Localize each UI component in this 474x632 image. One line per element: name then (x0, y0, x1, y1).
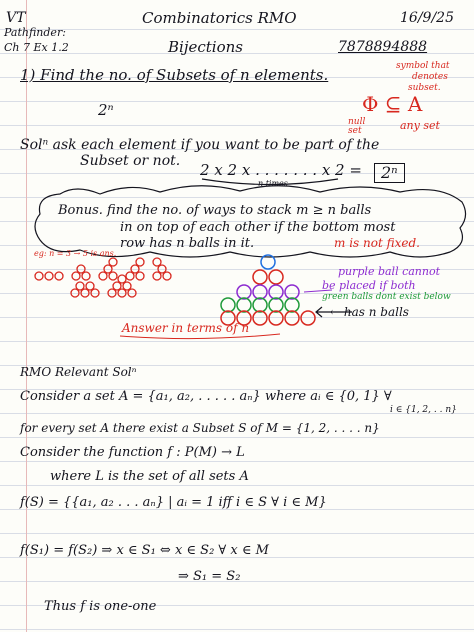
rmo-line-9: Thus f is one-one (44, 599, 157, 614)
rmo-line-5: where L is the set of all sets A (50, 469, 249, 484)
rmo-line-7: f(S₁) = f(S₂) ⇒ x ∈ S₁ ⇔ x ∈ S₂ ∀ x ∈ M (20, 543, 269, 558)
ball-stack-row-purple (237, 285, 299, 299)
rmo-line-3: for every set A there exist a Subset S of M = {1, 2, . . . . n} (20, 421, 380, 435)
product-expression: 2 x 2 x . . . . . . . x 2 = (200, 161, 362, 179)
example-balls-1 (35, 258, 171, 280)
chapter-exercise: Ch 7 Ex 1.2 (4, 41, 69, 54)
rmo-line-6: f(S) = {{a₁, a₂ . . . aₙ} | aᵢ = 1 iff i ∈ S ∀ i ∈ M} (20, 495, 327, 510)
problem-1-question: 1) Find the no. of Subsets of n elements. (20, 66, 329, 84)
subject-title: Combinatorics RMO (142, 9, 297, 27)
result-box: 2ⁿ (374, 163, 405, 183)
rmo-line-2: i ∈ {1, 2, . . n} (390, 405, 457, 415)
answer-in-terms-of-n: Answer in terms of n (122, 321, 250, 335)
red-note-line-1: symbol that (396, 61, 450, 71)
purple-note-line-1: purple ball cannot (338, 265, 441, 278)
bonus-line-2: in on top of each other if the bottom most (120, 220, 396, 235)
ball-stack-row-green (221, 298, 299, 312)
red-note-line-3: subset. (408, 83, 441, 93)
has-n-balls-label: ← has n balls (330, 305, 409, 319)
subset-symbol: Φ ⊆ A (362, 92, 423, 116)
n-times-label: n times (258, 179, 288, 188)
null-set-label-1: null (348, 117, 366, 127)
purple-note-line-2: be placed if both (322, 279, 416, 292)
any-set-label: any set (400, 119, 440, 132)
bonus-line-3: row has n balls in it. (120, 236, 255, 251)
green-note-line: green balls dont exist below (322, 292, 451, 302)
book-name: Pathfinder: (4, 26, 66, 39)
phone-number: 7878894888 (338, 39, 428, 55)
null-set-label-2: set (348, 126, 362, 136)
bonus-condition: m is not fixed. (334, 236, 420, 250)
rmo-line-8: ⇒ S₁ = S₂ (178, 569, 241, 584)
initials: VT (6, 10, 26, 26)
solution-line-1: Solⁿ ask each element if you want to be part of the (20, 137, 380, 153)
topic-title: Bijections (168, 38, 243, 56)
brace-under-product (202, 179, 338, 185)
example-label: eg: n = 3 → 5 is ans. (34, 249, 117, 258)
date: 16/9/25 (400, 10, 454, 26)
rmo-heading: RMO Relevant Solⁿ (20, 365, 137, 379)
bonus-line-1: Bonus. find the no. of ways to stack m ≥ n balls (58, 203, 372, 218)
solution-line-2: Subset or not. (80, 153, 181, 169)
rmo-line-1: Consider a set A = {a₁, a₂, . . . . . aₙ} where aᵢ ∈ {0, 1} ∀ (20, 389, 392, 404)
ball-stack-row-red (253, 270, 283, 284)
rmo-line-4: Consider the function f : P(M) → L (20, 445, 245, 460)
answer-hint: 2ⁿ (98, 101, 114, 119)
example-balls-2 (71, 275, 136, 297)
red-note-line-2: denotes (412, 72, 448, 82)
